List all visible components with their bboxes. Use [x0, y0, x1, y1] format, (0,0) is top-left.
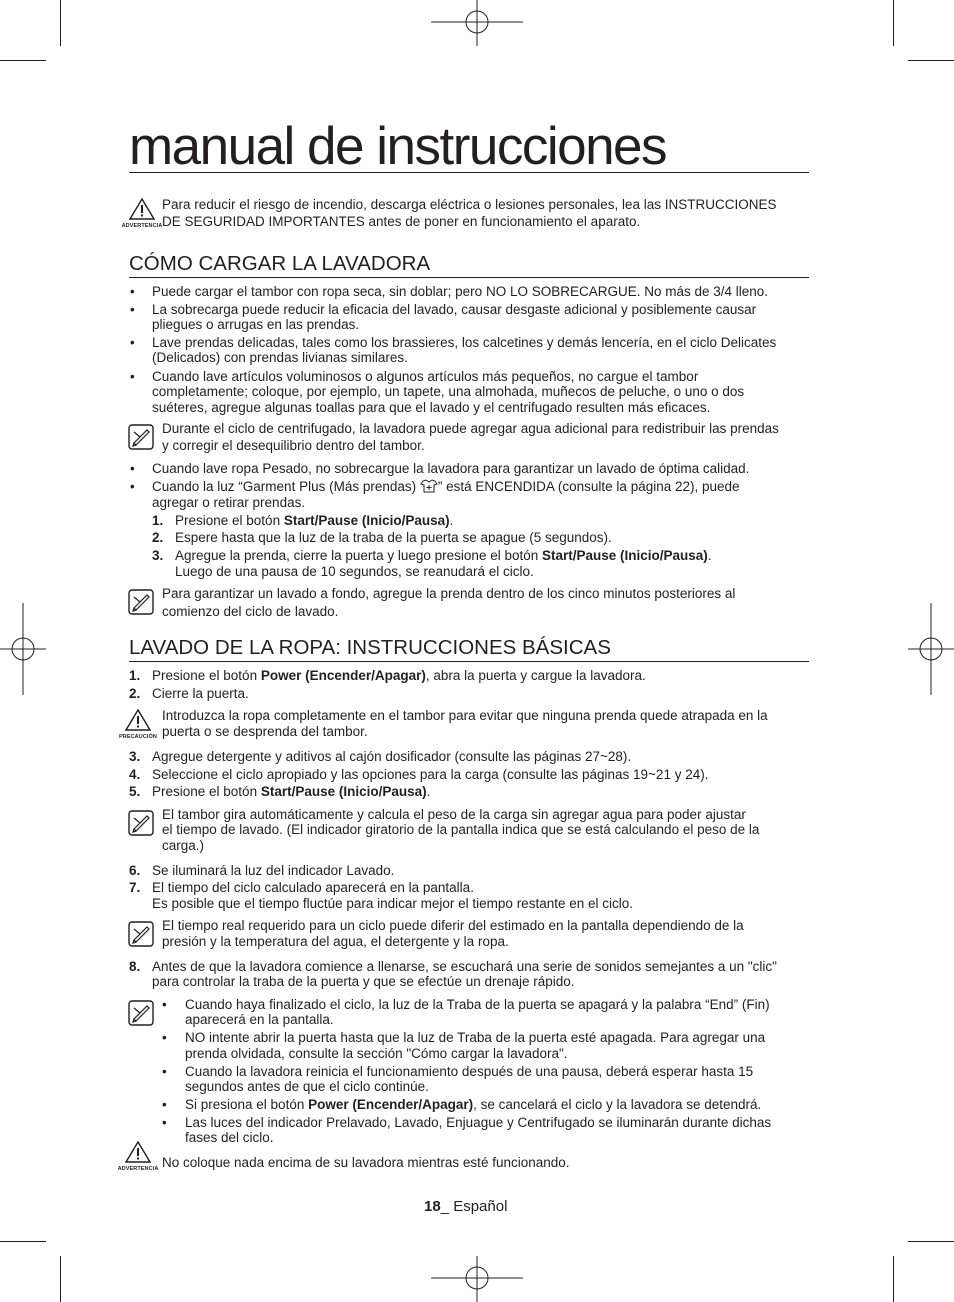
note-list-item: prenda olvidada, consulte la sección "Cómo cargar la lavadora". — [185, 1046, 568, 1061]
page-footer — [424, 1198, 507, 1215]
step-number: 5. — [129, 784, 141, 799]
step-text-part: Presione el botón — [152, 668, 261, 683]
bullet-icon: • — [130, 369, 135, 384]
step-number: 2. — [152, 530, 164, 545]
step-text-part: . — [707, 548, 712, 563]
registration-mark-icon — [908, 603, 954, 695]
list-item: completamente; coloque, por ejemplo, un tapete, una almohada, muñecos de peluche, o uno o dos — [152, 384, 745, 399]
registration-mark-icon — [431, 0, 523, 46]
bullet-icon: • — [130, 335, 135, 350]
note-text: Para garantizar un lavado a fondo, agregue la prenda dentro de los cinco minutos posteriores al — [162, 586, 736, 601]
list-item: La sobrecarga puede reducir la eficacia del lavado, causar desgaste adicional y posiblemente causar — [152, 302, 757, 317]
list-item: Cuando lave artículos voluminosos o algunos artículos más pequeños, no cargue el tambor — [152, 369, 699, 384]
note-text-part: , se cancelará el ciclo y la lavadora se detendrá. — [473, 1097, 762, 1112]
button-name: Power (Encender/Apagar) — [260, 668, 426, 683]
registration-mark-icon — [431, 1256, 523, 1302]
step-text-part: Presione el botón — [175, 513, 284, 528]
note-text-part: Si presiona el botón — [185, 1097, 309, 1112]
note-list-item: Las luces del indicador Prelavado, Lavado, Enjuague y Centrifugado se iluminarán durante dichas — [185, 1115, 772, 1130]
list-item: Lave prendas delicadas, tales como los brassieres, los calcetines y demás lencería, en el ciclo Delicates — [152, 335, 777, 350]
note-list-item: Cuando la lavadora reinicia el funcionamiento después de una pausa, deberá esperar hasta 15 — [185, 1064, 754, 1079]
step-text-part: Agregue la prenda, cierre la puerta y luego presione el botón — [175, 548, 542, 563]
garment-plus-icon — [420, 479, 438, 493]
note-text: Durante el ciclo de centrifugado, la lavadora puede agregar agua adicional para redistribuir las prendas — [162, 421, 779, 436]
list-item — [152, 479, 740, 495]
list-item: Cuando lave ropa Pesado, no sobrecargue la lavadora para garantizar un lavado de óptima calidad. — [152, 461, 750, 476]
trim-mark — [893, 1256, 894, 1302]
note-list-item: Cuando haya finalizado el ciclo, la luz de la Traba de la puerta se apagará y la palabra “End” (Fin) — [185, 997, 770, 1012]
step-text: Espere hasta que la luz de la traba de la puerta se apague (5 segundos). — [175, 530, 612, 545]
note-text: comienzo del ciclo de lavado. — [162, 604, 339, 619]
step-number: 3. — [129, 749, 141, 764]
step-number: 6. — [129, 863, 141, 878]
warning-label: ADVERTENCIA — [121, 223, 163, 229]
warning-triangle-icon — [125, 709, 151, 731]
page-title: manual de instrucciones — [129, 118, 809, 173]
step-number: 4. — [129, 767, 141, 782]
step-text-part: , abra la puerta y cargue la lavadora. — [425, 668, 646, 683]
note-text: El tambor gira automáticamente y calcula el peso de la carga sin agregar agua para poder ajustar — [162, 807, 746, 822]
step-number: 1. — [152, 513, 164, 528]
warning-text: Para reducir el riesgo de incendio, descarga eléctrica o lesiones personales, lea las INSTRUCCIONES — [162, 197, 777, 212]
step-text: Es posible que el tiempo fluctúe para indicar mejor el tiempo restante en el ciclo. — [152, 896, 634, 911]
note-text: carga.) — [162, 838, 205, 853]
note-pencil-icon — [128, 921, 154, 947]
registration-mark-icon — [0, 603, 46, 695]
bullet-icon: • — [162, 997, 167, 1012]
caution-text: Introduzca la ropa completamente en el tambor para evitar que ninguna prenda quede atrapada en la — [162, 708, 768, 723]
list-item: agregar o retirar prendas. — [152, 495, 306, 510]
footer-language: _ Español — [440, 1198, 508, 1215]
trim-mark — [908, 1241, 954, 1242]
step-number: 8. — [129, 959, 141, 974]
note-list-item: segundos antes de que el ciclo continúe. — [185, 1079, 429, 1094]
page-number: 18 — [424, 1198, 441, 1215]
warning-block — [114, 1141, 162, 1175]
caution-block — [114, 709, 162, 743]
note-text: El tiempo real requerido para un ciclo puede diferir del estimado en la pantalla dependiendo de la — [162, 918, 744, 933]
bullet-icon: • — [162, 1097, 167, 1112]
button-name: Power (Encender/Apagar) — [308, 1097, 474, 1112]
trim-mark — [60, 0, 61, 46]
trim-mark — [60, 1256, 61, 1302]
button-name: Start/Pause (Inicio/Pausa) — [283, 513, 450, 528]
bullet-icon: • — [130, 479, 135, 494]
list-item: Puede cargar el tambor con ropa seca, sin doblar; pero NO LO SOBRECARGUE. No más de 3/4 lleno. — [152, 284, 769, 299]
step-number: 3. — [152, 548, 164, 563]
note-pencil-icon — [128, 1000, 154, 1026]
warning-text: No coloque nada encima de su lavadora mientras esté funcionando. — [162, 1155, 570, 1170]
bullet-icon: • — [130, 461, 135, 476]
step-text — [175, 548, 712, 564]
caution-label: PRECAUCIÓN — [119, 734, 157, 740]
step-text: Agregue detergente y aditivos al cajón dosificador (consulte las páginas 27~28). — [152, 749, 632, 764]
list-item-text: Cuando la luz “Garment Plus (Más prendas) — [152, 479, 420, 494]
note-list-item — [185, 1097, 761, 1113]
step-text-part: Presione el botón — [152, 784, 261, 799]
list-item-text: ” está ENCENDIDA (consulte la página 22), puede — [437, 479, 740, 494]
bullet-icon: • — [162, 1030, 167, 1045]
warning-label: ADVERTENCIA — [117, 1166, 159, 1172]
step-text — [152, 668, 646, 684]
section-heading: LAVADO DE LA ROPA: INSTRUCCIONES BÁSICAS — [129, 636, 809, 662]
list-item: pliegues o arrugas en las prendas. — [152, 317, 360, 332]
step-text: Se iluminará la luz del indicador Lavado. — [152, 863, 395, 878]
button-name: Start/Pause (Inicio/Pausa) — [542, 548, 708, 563]
step-text: El tiempo del ciclo calculado aparecerá en la pantalla. — [152, 880, 474, 895]
list-item: suéteres, agregue algunas toallas para que el lavado y el centrifugado resulten más eficaces. — [152, 400, 711, 415]
step-text: para controlar la traba de la puerta y que se efectúe un drenaje rápido. — [152, 974, 575, 989]
trim-mark — [0, 60, 46, 61]
step-number: 1. — [129, 668, 141, 683]
bullet-icon: • — [162, 1115, 167, 1130]
warning-triangle-icon — [125, 1141, 151, 1163]
step-text: Seleccione el ciclo apropiado y las opciones para la carga (consulte las páginas 19~21 y 24). — [152, 767, 709, 782]
step-text: Antes de que la lavadora comience a llenarse, se escuchará una serie de sonidos semejantes a un "clic" — [152, 959, 777, 974]
list-item: (Delicados) con prendas livianas similares. — [152, 350, 408, 365]
bullet-icon: • — [130, 284, 135, 299]
section-heading: CÓMO CARGAR LA LAVADORA — [129, 252, 809, 278]
warning-text: DE SEGURIDAD IMPORTANTES antes de poner en funcionamiento el aparato. — [162, 214, 641, 229]
step-text — [175, 513, 453, 529]
warning-block — [118, 198, 166, 232]
caution-text: puerta o se desprenda del tambor. — [162, 724, 368, 739]
note-text: el tiempo de lavado. (El indicador giratorio de la pantalla indica que se está calculando el peso de la — [162, 822, 760, 837]
note-list-item: NO intente abrir la puerta hasta que la luz de Traba de la puerta esté apagada. Para agregar una — [185, 1030, 766, 1045]
note-text: y corregir el desequilibrio dentro del tambor. — [162, 438, 425, 453]
step-text — [152, 784, 430, 800]
button-name: Start/Pause (Inicio/Pausa) — [260, 784, 427, 799]
note-pencil-icon — [128, 424, 154, 450]
note-list-item: aparecerá en la pantalla. — [185, 1012, 334, 1027]
note-text: presión y la temperatura del agua, el detergente y la ropa. — [162, 934, 509, 949]
trim-mark — [908, 60, 954, 61]
warning-triangle-icon — [129, 198, 155, 220]
step-number: 2. — [129, 686, 141, 701]
bullet-icon: • — [162, 1064, 167, 1079]
note-pencil-icon — [128, 810, 154, 836]
step-text: Luego de una pausa de 10 segundos, se reanudará el ciclo. — [175, 564, 534, 579]
step-text-part: . — [449, 513, 454, 528]
note-pencil-icon — [128, 589, 154, 615]
trim-mark — [893, 0, 894, 46]
step-text: Cierre la puerta. — [152, 686, 249, 701]
step-number: 7. — [129, 880, 141, 895]
bullet-icon: • — [130, 302, 135, 317]
trim-mark — [0, 1241, 46, 1242]
note-list-item: fases del ciclo. — [185, 1130, 274, 1145]
step-text-part: . — [426, 784, 431, 799]
